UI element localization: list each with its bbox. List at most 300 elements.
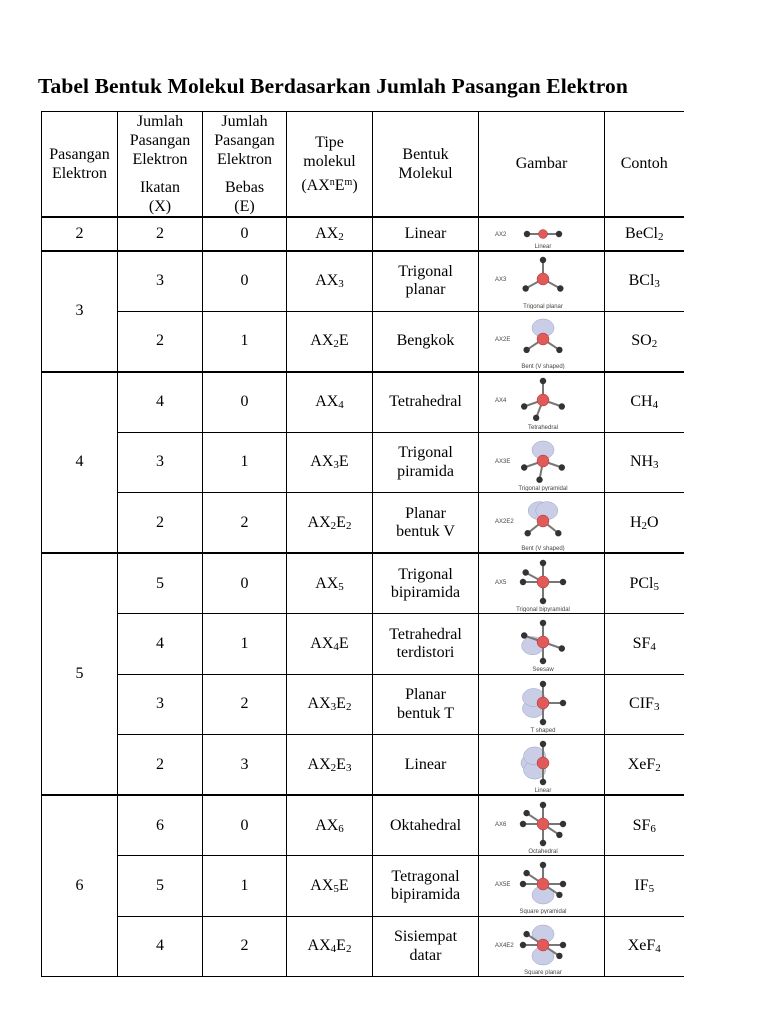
cell-tipe-molekul (287, 735, 373, 796)
cell-gambar (479, 553, 605, 614)
tipe-subscript: 2 (345, 519, 352, 532)
tipe-text: AX (315, 393, 339, 411)
ligand-atom (539, 680, 545, 686)
header-text: Pasangan (49, 145, 110, 163)
cell-tipe-molekul (287, 614, 373, 675)
header-text: molekul (303, 153, 356, 171)
cell-contoh (605, 795, 684, 856)
contoh-subscript: 5 (648, 882, 655, 895)
cell-tipe-molekul (287, 795, 373, 856)
contoh-text: O (647, 513, 659, 531)
contoh-subscript: 4 (652, 399, 659, 412)
table-row (42, 217, 684, 251)
cell-ikatan: 5 (118, 856, 203, 917)
ligand-atom (539, 378, 545, 384)
table-row (42, 311, 684, 372)
contoh-subscript: 5 (653, 580, 659, 593)
tipe-text: E (338, 634, 349, 652)
molecule-caption: Bent (V shaped) (520, 545, 565, 551)
cell-tipe-molekul (287, 856, 373, 917)
header-text: Elektron (51, 164, 108, 182)
tipe-subscript: 2 (333, 338, 339, 351)
table-body (42, 217, 684, 977)
ligand-atom (523, 810, 529, 816)
cell-bebas: 0 (203, 217, 287, 251)
ligand-atom (539, 718, 545, 724)
table-row (42, 735, 684, 796)
cell-tipe-molekul (287, 372, 373, 433)
molecule-diagram (483, 313, 601, 369)
contoh-text: PCl (629, 574, 654, 592)
cell-ikatan: 2 (118, 493, 203, 554)
contoh-text: SF (632, 816, 651, 834)
cell-pasangan-elektron: 6 (42, 795, 118, 977)
ligand-atom (532, 415, 538, 421)
cell-bentuk-molekul (373, 795, 479, 856)
contoh-subscript: 4 (650, 640, 656, 653)
cell-bebas: 0 (203, 553, 287, 614)
molecule-diagram (483, 677, 601, 733)
tipe-text: AX (310, 332, 334, 350)
cell-ikatan: 3 (118, 674, 203, 735)
bentuk-text: Planar (405, 686, 446, 704)
bentuk-text: Bengkok (396, 332, 455, 350)
molecule-diagram (483, 219, 601, 249)
ligand-atom (556, 892, 562, 898)
molecule-diagram (483, 495, 601, 551)
ligand-atom (539, 658, 545, 664)
cell-contoh (605, 311, 684, 372)
cell-tipe-molekul (287, 432, 373, 493)
contoh-subscript: 2 (641, 519, 647, 532)
contoh-text: SO (631, 332, 652, 350)
header-text: (E) (234, 197, 255, 215)
molecule-diagram (483, 919, 601, 975)
header-text: (AX (301, 176, 330, 194)
contoh-subscript: 2 (655, 761, 661, 774)
tipe-text: AX (307, 937, 331, 955)
contoh-subscript: 3 (654, 278, 660, 291)
tipe-subscript: 3 (333, 459, 339, 472)
ligand-atom (539, 840, 545, 846)
cell-gambar (479, 614, 605, 675)
tipe-subscript: 2 (330, 761, 337, 774)
header-gambar: Gambar (479, 112, 605, 217)
molecule-diagram (483, 858, 601, 914)
contoh-text: XeF (627, 755, 656, 773)
contoh-text: H (629, 513, 642, 531)
central-atom (537, 939, 549, 951)
cell-bentuk-molekul (373, 856, 479, 917)
cell-bebas: 1 (203, 856, 287, 917)
ligand-atom (523, 347, 529, 353)
molecule-caption: Octahedral (527, 848, 558, 854)
tipe-subscript: 4 (338, 399, 344, 412)
tipe-subscript: 2 (345, 701, 352, 714)
tipe-text: AX (307, 513, 331, 531)
header-text: Bentuk (402, 145, 449, 163)
ligand-atom (558, 645, 564, 651)
ligand-atom (519, 821, 525, 827)
header-text: Molekul (398, 164, 453, 182)
tipe-subscript: 4 (330, 943, 337, 956)
cell-gambar (479, 795, 605, 856)
cell-gambar (479, 432, 605, 493)
ligand-atom (539, 257, 545, 263)
ligand-atom (539, 779, 545, 785)
molecule-formula-label: AX3 (494, 277, 506, 284)
central-atom (537, 333, 549, 345)
molecule-diagram (483, 798, 601, 854)
molecule-caption: Linear (534, 243, 551, 249)
ligand-atom (555, 231, 561, 237)
central-atom (537, 636, 549, 648)
contoh-subscript: 2 (651, 338, 658, 351)
bentuk-text: Trigonal (398, 565, 453, 583)
cell-contoh (605, 493, 684, 554)
cell-bebas: 1 (203, 311, 287, 372)
molecule-caption: Trigonal planar (522, 304, 563, 310)
ligand-atom (559, 881, 565, 887)
ligand-atom (523, 931, 529, 937)
molecule-diagram (483, 737, 601, 793)
cell-tipe-molekul (287, 916, 373, 977)
bentuk-text: Planar (405, 504, 446, 522)
central-atom (537, 878, 549, 890)
cell-bebas: 2 (203, 493, 287, 554)
molecule-caption: Seesaw (531, 667, 554, 673)
cell-contoh (605, 916, 684, 977)
contoh-text: IF (634, 876, 649, 894)
cell-bentuk-molekul (373, 217, 479, 251)
tipe-text: E (336, 755, 346, 773)
tipe-text: E (338, 876, 349, 894)
cell-bebas: 0 (203, 251, 287, 312)
table-row (42, 674, 684, 735)
bentuk-text: bipiramida (390, 583, 461, 601)
tipe-text: AX (315, 224, 339, 242)
molecule-caption: Square planar (523, 969, 562, 975)
tipe-text: AX (310, 453, 334, 471)
molecule-formula-label: AX6 (494, 821, 506, 828)
header-text: Pasangan (214, 132, 275, 150)
contoh-text: XeF (627, 937, 656, 955)
ligand-atom (523, 231, 529, 237)
contoh-text: BeCl (625, 224, 658, 242)
cell-gambar (479, 674, 605, 735)
header-text: Jumlah (136, 113, 184, 130)
ligand-atom (521, 632, 527, 638)
header-ikatan (118, 112, 203, 217)
contoh-subscript: 3 (653, 459, 659, 472)
header-text: m (344, 176, 353, 188)
cell-ikatan: 2 (118, 311, 203, 372)
header-text: Ikatan (140, 178, 180, 196)
central-atom (537, 273, 549, 285)
contoh-subscript: 2 (657, 230, 664, 243)
tipe-text: E (336, 695, 346, 713)
ligand-atom (559, 941, 565, 947)
cell-pasangan-elektron: 5 (42, 553, 118, 795)
molecule-caption: Tetrahedral (527, 425, 558, 431)
tipe-text: AX (315, 816, 339, 834)
cell-bebas: 2 (203, 674, 287, 735)
table-row (42, 916, 684, 977)
header-text: n (329, 176, 335, 188)
molecule-formula-label: AX4 (494, 398, 506, 405)
cell-tipe-molekul (287, 311, 373, 372)
tipe-subscript: 3 (338, 278, 344, 291)
cell-bentuk-molekul (373, 251, 479, 312)
table-row (42, 795, 684, 856)
bentuk-text: Linear (404, 224, 447, 242)
header-text: Jumlah (221, 113, 268, 130)
cell-bentuk-molekul (373, 553, 479, 614)
molecule-caption: Trigonal bipyramidal (515, 606, 570, 612)
cell-bentuk-molekul (373, 432, 479, 493)
cell-ikatan: 2 (118, 735, 203, 796)
ligand-atom (539, 620, 545, 626)
cell-ikatan: 4 (118, 372, 203, 433)
cell-bebas: 2 (203, 916, 287, 977)
cell-ikatan: 5 (118, 553, 203, 614)
central-atom (537, 576, 549, 588)
cell-pasangan-elektron: 4 (42, 372, 118, 554)
contoh-subscript: 4 (655, 943, 661, 956)
cell-tipe-molekul (287, 493, 373, 554)
cell-contoh (605, 251, 684, 312)
ligand-atom (519, 881, 525, 887)
header-tipe-molekul (287, 112, 373, 217)
central-atom (537, 515, 549, 527)
table-row (42, 553, 684, 614)
central-atom (537, 757, 549, 769)
molecule-caption: Linear (534, 787, 551, 793)
tipe-text: E (338, 332, 349, 350)
tipe-subscript: 3 (345, 761, 352, 774)
cell-gambar (479, 311, 605, 372)
central-atom (537, 455, 549, 467)
bentuk-text: Linear (404, 755, 447, 773)
table-row (42, 372, 684, 433)
table-row (42, 432, 684, 493)
header-text: E (334, 176, 345, 194)
cell-ikatan: 3 (118, 432, 203, 493)
molecule-diagram (483, 616, 601, 672)
ligand-atom (524, 530, 530, 536)
bentuk-text: Trigonal (398, 263, 453, 281)
cell-bentuk-molekul (373, 372, 479, 433)
cell-ikatan: 4 (118, 916, 203, 977)
cell-bentuk-molekul (373, 311, 479, 372)
header-text: Pasangan (129, 132, 191, 150)
molecule-diagram (483, 556, 601, 612)
cell-gambar (479, 493, 605, 554)
central-atom (538, 229, 547, 238)
cell-bentuk-molekul (373, 916, 479, 977)
ligand-atom (559, 821, 565, 827)
contoh-text: SF (632, 634, 651, 652)
ligand-atom (557, 286, 563, 292)
cell-pasangan-elektron: 2 (42, 217, 118, 251)
cell-bentuk-molekul (373, 493, 479, 554)
ligand-atom (521, 464, 527, 470)
table-row (42, 493, 684, 554)
cell-gambar (479, 856, 605, 917)
ligand-atom (519, 941, 525, 947)
cell-tipe-molekul (287, 553, 373, 614)
tipe-text: AX (315, 574, 339, 592)
cell-ikatan: 4 (118, 614, 203, 675)
header-text: (X) (148, 197, 172, 215)
cell-bebas: 1 (203, 614, 287, 675)
bentuk-text: Tetragonal (391, 867, 460, 885)
cell-bebas: 0 (203, 372, 287, 433)
cell-pasangan-elektron: 3 (42, 251, 118, 372)
ligand-atom (539, 598, 545, 604)
cell-bentuk-molekul (373, 614, 479, 675)
central-atom (537, 697, 549, 709)
cell-bebas: 3 (203, 735, 287, 796)
cell-contoh (605, 372, 684, 433)
molecule-caption: T shaped (530, 727, 555, 733)
cell-contoh (605, 553, 684, 614)
bentuk-text: bentuk T (396, 704, 455, 722)
header-pasangan-elektron (42, 112, 118, 217)
header-bebas (203, 112, 287, 217)
tipe-text: AX (315, 272, 339, 290)
page-title: Tabel Bentuk Molekul Berdasarkan Jumlah Pasangan Elektron (38, 74, 628, 98)
bentuk-text: datar (409, 946, 442, 964)
header-text: Elektron (216, 151, 273, 169)
cell-gambar (479, 916, 605, 977)
tipe-text: E (336, 937, 346, 955)
cell-bebas: 1 (203, 432, 287, 493)
molecule-caption: Bent (V shaped) (520, 364, 565, 370)
contoh-text: CIF (629, 695, 654, 713)
tipe-subscript: 6 (338, 822, 344, 835)
cell-gambar (479, 251, 605, 312)
header-text: Bebas (224, 178, 265, 196)
tipe-text: E (338, 453, 349, 471)
ligand-atom (559, 579, 565, 585)
molecule-diagram (483, 374, 601, 430)
bentuk-text: planar (405, 281, 446, 299)
bentuk-text: Tetrahedral (389, 393, 462, 411)
bentuk-text: Oktahedral (389, 816, 462, 834)
molecule-caption: Square pyramidal (518, 909, 567, 915)
header-text: ) (352, 176, 358, 194)
bentuk-text: bentuk V (396, 522, 455, 540)
header-text: Elektron (132, 151, 188, 169)
molecule-caption: Trigonal pyramidal (517, 485, 568, 491)
cell-gambar (479, 372, 605, 433)
ligand-atom (539, 802, 545, 808)
tipe-subscript: 3 (330, 701, 337, 714)
contoh-subscript: 6 (650, 822, 656, 835)
ligand-atom (519, 579, 525, 585)
molecule-formula-label: AX4E2 (494, 942, 514, 949)
tipe-subscript: 2 (338, 230, 344, 243)
cell-gambar (479, 217, 605, 251)
ligand-atom (539, 741, 545, 747)
molecule-diagram (483, 435, 601, 491)
contoh-text: BCl (628, 272, 655, 290)
header-bentuk-molekul (373, 112, 479, 217)
cell-contoh (605, 614, 684, 675)
ligand-atom (521, 404, 527, 410)
cell-tipe-molekul (287, 251, 373, 312)
molecule-formula-label: AX5 (494, 579, 506, 586)
cell-contoh (605, 217, 684, 251)
molecule-formula-label: AX3E (494, 458, 510, 465)
ligand-atom (536, 476, 542, 482)
central-atom (537, 818, 549, 830)
header-text: Tipe (315, 134, 344, 152)
tipe-text: E (336, 513, 346, 531)
tipe-text: AX (310, 876, 334, 894)
cell-tipe-molekul (287, 217, 373, 251)
header-contoh: Contoh (605, 112, 684, 217)
ligand-atom (558, 464, 564, 470)
tipe-text: AX (307, 695, 331, 713)
cell-ikatan: 3 (118, 251, 203, 312)
contoh-text: NH (629, 453, 654, 471)
cell-contoh (605, 432, 684, 493)
cell-bentuk-molekul (373, 674, 479, 735)
bentuk-text: piramida (397, 462, 454, 480)
tipe-text: AX (307, 755, 331, 773)
molecule-shape-table (41, 111, 684, 977)
bentuk-text: terdistori (396, 644, 455, 662)
cell-bentuk-molekul (373, 735, 479, 796)
ligand-atom (558, 404, 564, 410)
molecule-formula-label: AX2 (494, 231, 506, 238)
ligand-atom (522, 569, 528, 575)
tipe-subscript: 2 (330, 519, 337, 532)
central-atom (537, 394, 549, 406)
ligand-atom (539, 560, 545, 566)
table-row (42, 251, 684, 312)
molecule-diagram (483, 253, 601, 309)
molecule-formula-label: AX2E (494, 337, 510, 344)
cell-contoh (605, 674, 684, 735)
molecule-formula-label: AX5E (494, 882, 510, 889)
cell-gambar (479, 735, 605, 796)
tipe-text: AX (310, 634, 334, 652)
table-row (42, 614, 684, 675)
header-row (42, 112, 684, 217)
cell-tipe-molekul (287, 674, 373, 735)
ligand-atom (556, 952, 562, 958)
contoh-text: CH (630, 393, 653, 411)
cell-contoh (605, 856, 684, 917)
cell-bebas: 0 (203, 795, 287, 856)
ligand-atom (555, 530, 561, 536)
contoh-subscript: 3 (653, 701, 660, 714)
ligand-atom (556, 347, 562, 353)
tipe-subscript: 4 (333, 640, 339, 653)
tipe-subscript: 2 (345, 943, 352, 956)
ligand-atom (559, 699, 565, 705)
ligand-atom (556, 832, 562, 838)
tipe-subscript: 5 (338, 580, 344, 593)
bentuk-text: bipiramida (390, 886, 461, 904)
ligand-atom (523, 870, 529, 876)
bentuk-text: Sisiempat (393, 928, 458, 946)
cell-contoh (605, 735, 684, 796)
ligand-atom (522, 286, 528, 292)
